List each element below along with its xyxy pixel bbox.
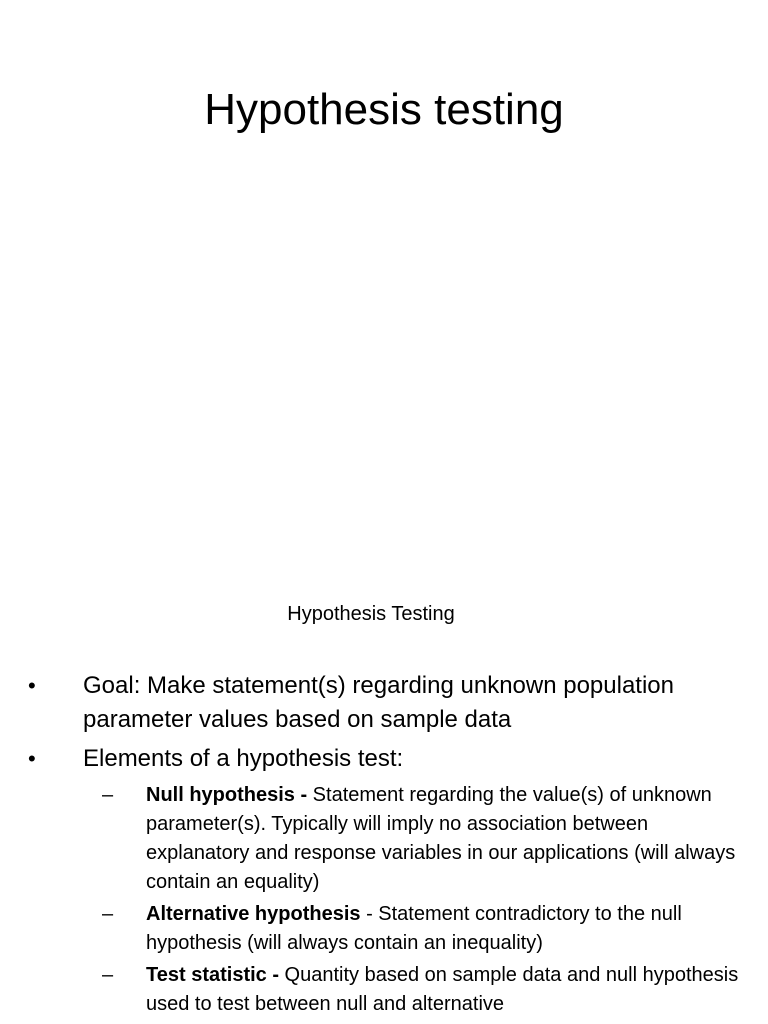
bullet-elements — [0, 742, 768, 776]
bullet-goal — [0, 669, 768, 737]
sub-bullet-list — [0, 781, 768, 1019]
term-definition: Quantity based on sample data and null hypothesis used to test between null and alternative — [146, 964, 739, 1015]
term-label: Alternative hypothesis — [146, 903, 361, 925]
sub-bullet-test-statistic — [0, 961, 768, 1019]
sub-bullet-alternative-hypothesis — [0, 900, 768, 958]
term-definition: Statement regarding the value(s) of unknown parameter(s). Typically will imply no association between explanatory and response variables in our applications (will always contain an equality) — [146, 784, 736, 893]
bullet-marker: • — [28, 673, 36, 698]
bullet-list — [0, 669, 768, 1022]
page-title: Hypothesis testing — [204, 85, 564, 134]
sub-bullet-null-hypothesis — [0, 781, 768, 897]
term-label: Null hypothesis - — [146, 784, 308, 806]
bullet-text: Goal: Make statement(s) regarding unknown population parameter values based on sample data — [83, 672, 674, 733]
slide-subtitle: Hypothesis Testing — [287, 603, 455, 625]
bullet-marker: • — [28, 746, 36, 771]
term-definition: - Statement contradictory to the null hypothesis (will always contain an inequality) — [146, 903, 682, 954]
dash-marker: – — [102, 784, 114, 806]
dash-marker: – — [102, 964, 114, 986]
term-label: Test statistic - — [146, 964, 279, 986]
bullet-text: Elements of a hypothesis test: — [83, 745, 404, 772]
dash-marker: – — [102, 903, 114, 925]
